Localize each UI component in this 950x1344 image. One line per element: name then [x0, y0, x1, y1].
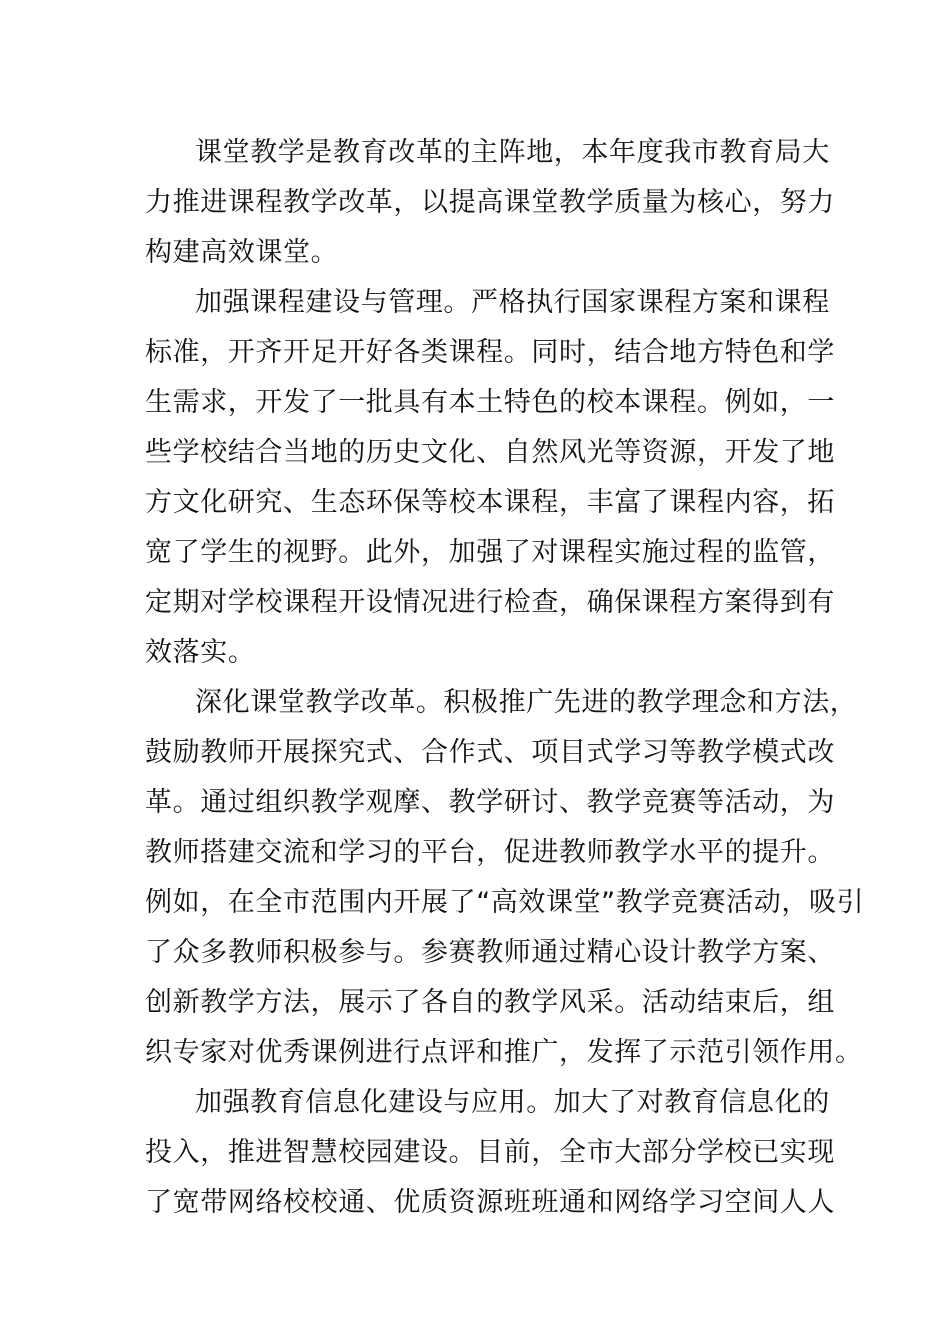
text-line: 效落实。 — [145, 637, 256, 668]
text-line: 些学校结合当地的历史文化、自然风光等资源，开发了地 — [145, 437, 835, 468]
text-line: 织专家对优秀课例进行点评和推广，发挥了示范引领作用。 — [145, 1037, 863, 1068]
text-line: 构建高效课堂。 — [145, 237, 339, 268]
paragraph-education-informatization — [145, 1078, 835, 1228]
text-line: 投入，推进智慧校园建设。目前，全市大部分学校已实现 — [145, 1137, 835, 1168]
text-line: 方文化研究、生态环保等校本课程，丰富了课程内容，拓 — [145, 487, 835, 518]
paragraph-teaching-reform — [145, 678, 865, 1078]
text-line: 鼓励教师开展探究式、合作式、项目式学习等教学模式改 — [145, 737, 835, 768]
text-line: 例如，在全市范围内开展了“高效课堂”教学竞赛活动，吸引 — [145, 887, 865, 918]
text-line: 创新教学方法，展示了各自的教学风采。活动结束后，组 — [145, 987, 835, 1018]
text-line: 加强课程建设与管理。严格执行国家课程方案和课程 — [195, 287, 830, 318]
paragraph-curriculum-construction — [145, 278, 835, 678]
text-line: 加强教育信息化建设与应用。加大了对教育信息化的 — [195, 1087, 830, 1118]
text-line: 定期对学校课程开设情况进行检查，确保课程方案得到有 — [145, 587, 835, 618]
text-line: 教师搭建交流和学习的平台，促进教师教学水平的提升。 — [145, 837, 835, 868]
text-line: 生需求，开发了一批具有本土特色的校本课程。例如，一 — [145, 387, 835, 418]
text-line: 力推进课程教学改革，以提高课堂教学质量为核心，努力 — [145, 187, 835, 218]
text-line: 革。通过组织教学观摩、教学研讨、教学竞赛等活动，为 — [145, 787, 835, 818]
text-line: 了众多教师积极参与。参赛教师通过精心设计教学方案、 — [145, 937, 835, 968]
document-body — [145, 128, 865, 1228]
text-line: 宽了学生的视野。此外，加强了对课程实施过程的监管， — [145, 537, 835, 568]
text-line: 深化课堂教学改革。积极推广先进的教学理念和方法， — [195, 687, 858, 718]
text-line: 课堂教学是教育改革的主阵地，本年度我市教育局大 — [195, 137, 830, 168]
text-line: 了宽带网络校校通、优质资源班班通和网络学习空间人人 — [145, 1187, 835, 1218]
text-line: 标准，开齐开足开好各类课程。同时，结合地方特色和学 — [145, 337, 835, 368]
paragraph-classroom-teaching — [145, 128, 835, 278]
